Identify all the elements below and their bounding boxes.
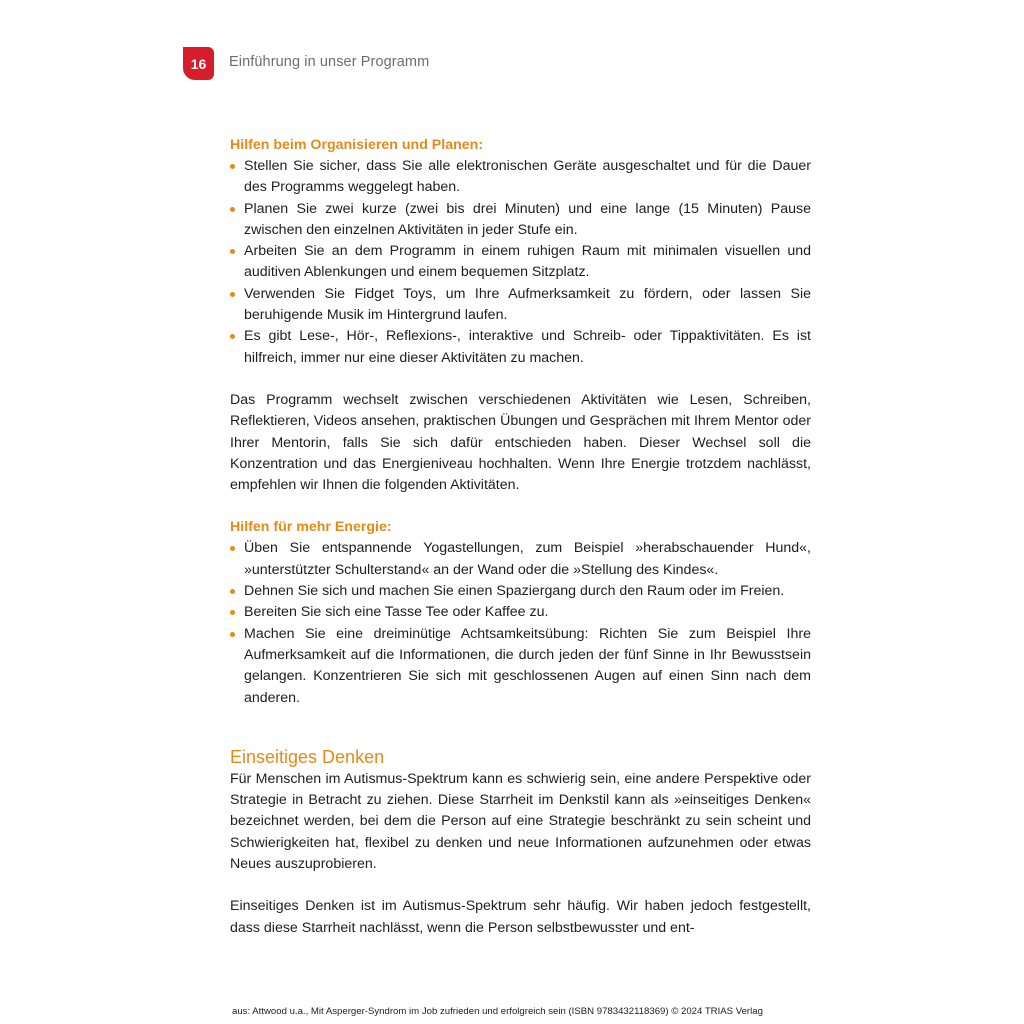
list-item: Stellen Sie sicher, dass Sie alle elektronischen Geräte ausgeschaltet und für die Dauer des Programms weggelegt haben. bbox=[230, 156, 811, 199]
list-item: Machen Sie eine dreiminütige Achtsamkeitsübung: Richten Sie zum Beispiel Ihre Aufmerksamkeit auf die Informationen, die durch jeden der fünf Sinne in Ihr Bewusstsein gelangen. Konzentrieren Sie sich mit geschlossenen Augen auf einen Sinn nach dem anderen. bbox=[230, 624, 811, 709]
organize-list bbox=[230, 156, 811, 369]
section-heading: Einseitiges Denken bbox=[230, 746, 385, 767]
list-item: Dehnen Sie sich und machen Sie einen Spaziergang durch den Raum oder im Freien. bbox=[230, 581, 811, 602]
section-paragraph-1: Für Menschen im Autismus-Spektrum kann es schwierig sein, eine andere Perspektive oder Strategie in Betracht zu ziehen. Diese Starrheit im Denkstil kann als »einseitiges Denken« bezeichnet werden, bei dem die Person auf eine Strategie beschränkt zu sein scheint und Schwierigkeiten hat, flexibel zu denken und neue Informationen aufzunehmen oder etwas Neues auszuprobieren. bbox=[230, 770, 811, 873]
section-paragraph-2: Einseitiges Denken ist im Autismus-Spektrum sehr häufig. Wir haben jedoch festgestellt, dass diese Starrheit nachlässt, wenn die Person selbstbewusster und ent- bbox=[230, 898, 811, 936]
energy-heading: Hilfen für mehr Energie: bbox=[230, 519, 392, 536]
page-number-badge: 16 bbox=[183, 47, 214, 80]
organize-heading: Hilfen beim Organisieren und Planen: bbox=[230, 137, 484, 153]
footer-citation: aus: Attwood u.a., Mit Asperger-Syndrom im Job zufrieden und erfolgreich sein (ISBN 9783432118369) © 2024 TRIAS Verlag bbox=[232, 1006, 763, 1017]
list-item: Arbeiten Sie an dem Programm in einem ruhigen Raum mit minimalen visuellen und auditiven Ablenkungen und einem bequemen Sitzplatz. bbox=[230, 241, 811, 284]
energy-list bbox=[230, 538, 811, 708]
list-item: Es gibt Lese-, Hör-, Reflexions-, interaktive und Schreib- oder Tippaktivitäten. Es ist hilfreich, immer nur eine dieser Aktivitäten zu machen. bbox=[230, 326, 811, 369]
running-title: Einführung in unser Programm bbox=[229, 54, 430, 70]
page-body bbox=[230, 135, 811, 939]
program-paragraph: Das Programm wechselt zwischen verschiedenen Aktivitäten wie Lesen, Schreiben, Reflektieren, Videos ansehen, praktischen Übungen und Gesprächen mit Ihrem Mentor oder Ihrer Mentorin, falls Sie sich dafür entschieden haben. Dieser Wechsel soll die Konzentration und das Energieniveau hochhalten. Wenn Ihre Energie trotzdem nachlässt, empfehlen wir Ihnen die folgenden Aktivitäten. bbox=[230, 391, 811, 494]
list-item: Bereiten Sie sich eine Tasse Tee oder Kaffee zu. bbox=[230, 602, 811, 623]
list-item: Verwenden Sie Fidget Toys, um Ihre Aufmerksamkeit zu fördern, oder lassen Sie beruhigende Musik im Hintergrund laufen. bbox=[230, 284, 811, 327]
list-item: Planen Sie zwei kurze (zwei bis drei Minuten) und eine lange (15 Minuten) Pause zwischen den einzelnen Aktivitäten in jeder Stufe ein. bbox=[230, 199, 811, 242]
list-item: Üben Sie entspannende Yogastellungen, zum Beispiel »herabschauender Hund«, »unterstützter Schulterstand« an der Wand oder die »Stellung des Kindes«. bbox=[230, 538, 811, 581]
